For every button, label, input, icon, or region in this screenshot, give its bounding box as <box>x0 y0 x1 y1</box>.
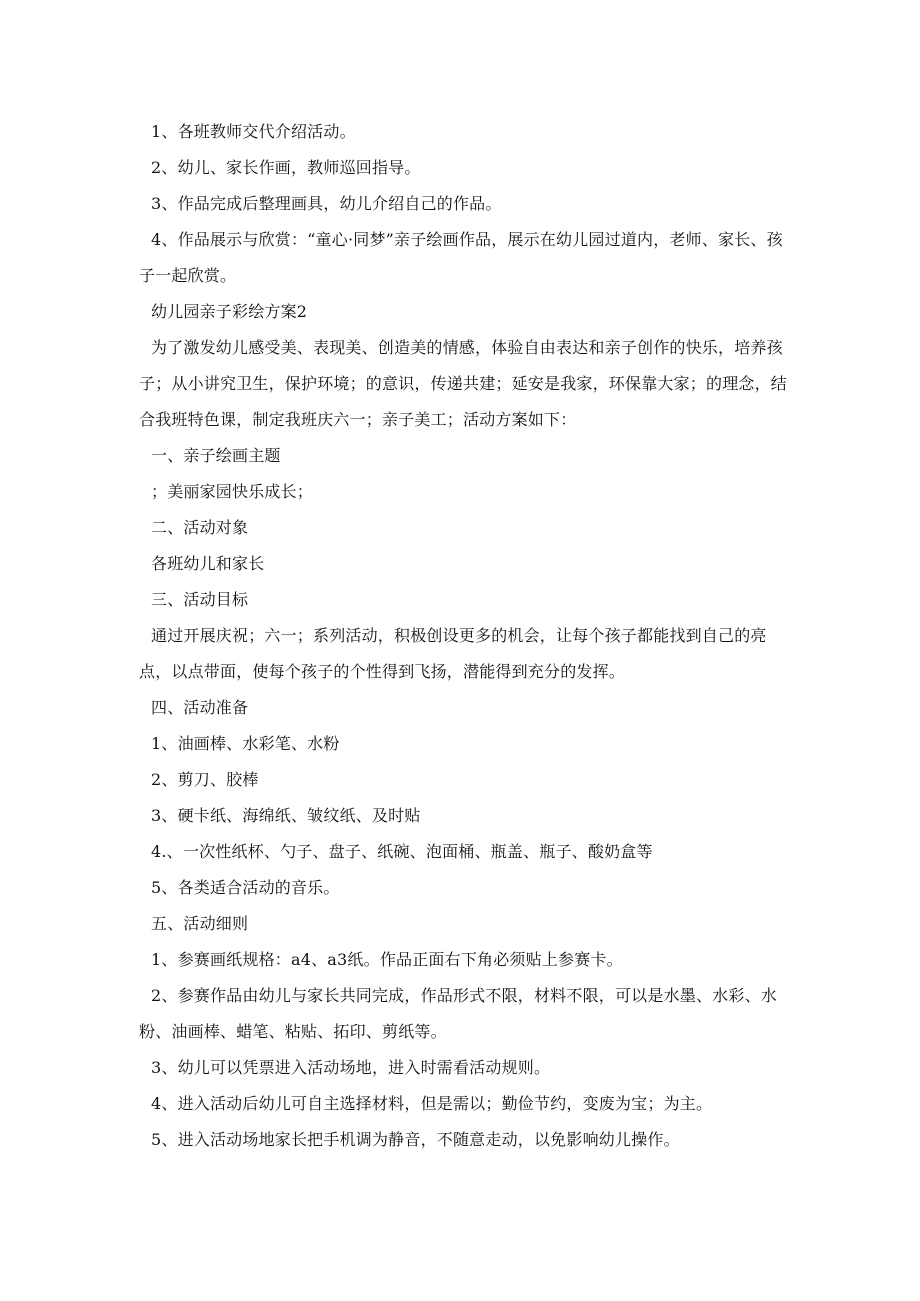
section-heading: 二、活动对象 <box>151 518 249 537</box>
paragraph: 4、作品展示与欣赏：“童心·同梦”亲子绘画作品，展示在幼儿园过道内，老师、家长、孩子一起欣赏。 <box>139 230 783 285</box>
paragraph: 为了激发幼儿感受美、表现美、创造美的情感，体验自由表达和亲子创作的快乐，培养孩子；从小讲究卫生，保护环境；的意识，传递共建；延安是我家，环保靠大家；的理念，结合我班特色课，制定我班庆六一；亲子美工；活动方案如下： <box>139 338 788 429</box>
document-body <box>139 114 789 1158</box>
list-item: 5、进入活动场地家长把手机调为静音，不随意走动，以免影响幼儿操作。 <box>151 1130 680 1149</box>
section-heading: 四、活动准备 <box>151 698 249 717</box>
list-item: 1、参赛画纸规格：a4、a3纸。作品正面右下角必须贴上参赛卡。 <box>151 950 623 969</box>
section-title: 幼儿园亲子彩绘方案2 <box>151 302 308 321</box>
section-heading: 五、活动细则 <box>151 914 249 933</box>
section-heading: 一、亲子绘画主题 <box>151 446 281 465</box>
list-item: 2、剪刀、胶棒 <box>151 770 259 789</box>
paragraph: 1、各班教师交代介绍活动。 <box>151 122 356 141</box>
list-item: 4、进入活动后幼儿可自主选择材料，但是需以；勤俭节约，变废为宝；为主。 <box>151 1094 713 1113</box>
paragraph: 各班幼儿和家长 <box>151 554 265 573</box>
paragraph: 3、作品完成后整理画具，幼儿介绍自己的作品。 <box>151 194 502 213</box>
paragraph: 通过开展庆祝；六一；系列活动，积极创设更多的机会，让每个孩子都能找到自己的亮点，以点带面，使每个孩子的个性得到飞扬，潜能得到充分的发挥。 <box>139 626 767 681</box>
list-item: 1、油画棒、水彩笔、水粉 <box>151 734 340 753</box>
list-item: 3、硬卡纸、海绵纸、皱纹纸、及时贴 <box>151 806 421 825</box>
list-item: 3、幼儿可以凭票进入活动场地，进入时需看活动规则。 <box>151 1058 551 1077</box>
paragraph: ；美丽家园快乐成长； <box>151 482 314 501</box>
section-heading: 三、活动目标 <box>151 590 249 609</box>
list-item: 5、各类适合活动的音乐。 <box>151 878 340 897</box>
paragraph: 2、幼儿、家长作画，教师巡回指导。 <box>151 158 421 177</box>
list-item: 4.、一次性纸杯、勺子、盘子、纸碗、泡面桶、瓶盖、瓶子、酸奶盒等 <box>151 842 653 861</box>
list-item: 2、参赛作品由幼儿与家长共同完成，作品形式不限，材料不限，可以是水墨、水彩、水粉、油画棒、蜡笔、粘贴、拓印、剪纸等。 <box>139 986 777 1041</box>
